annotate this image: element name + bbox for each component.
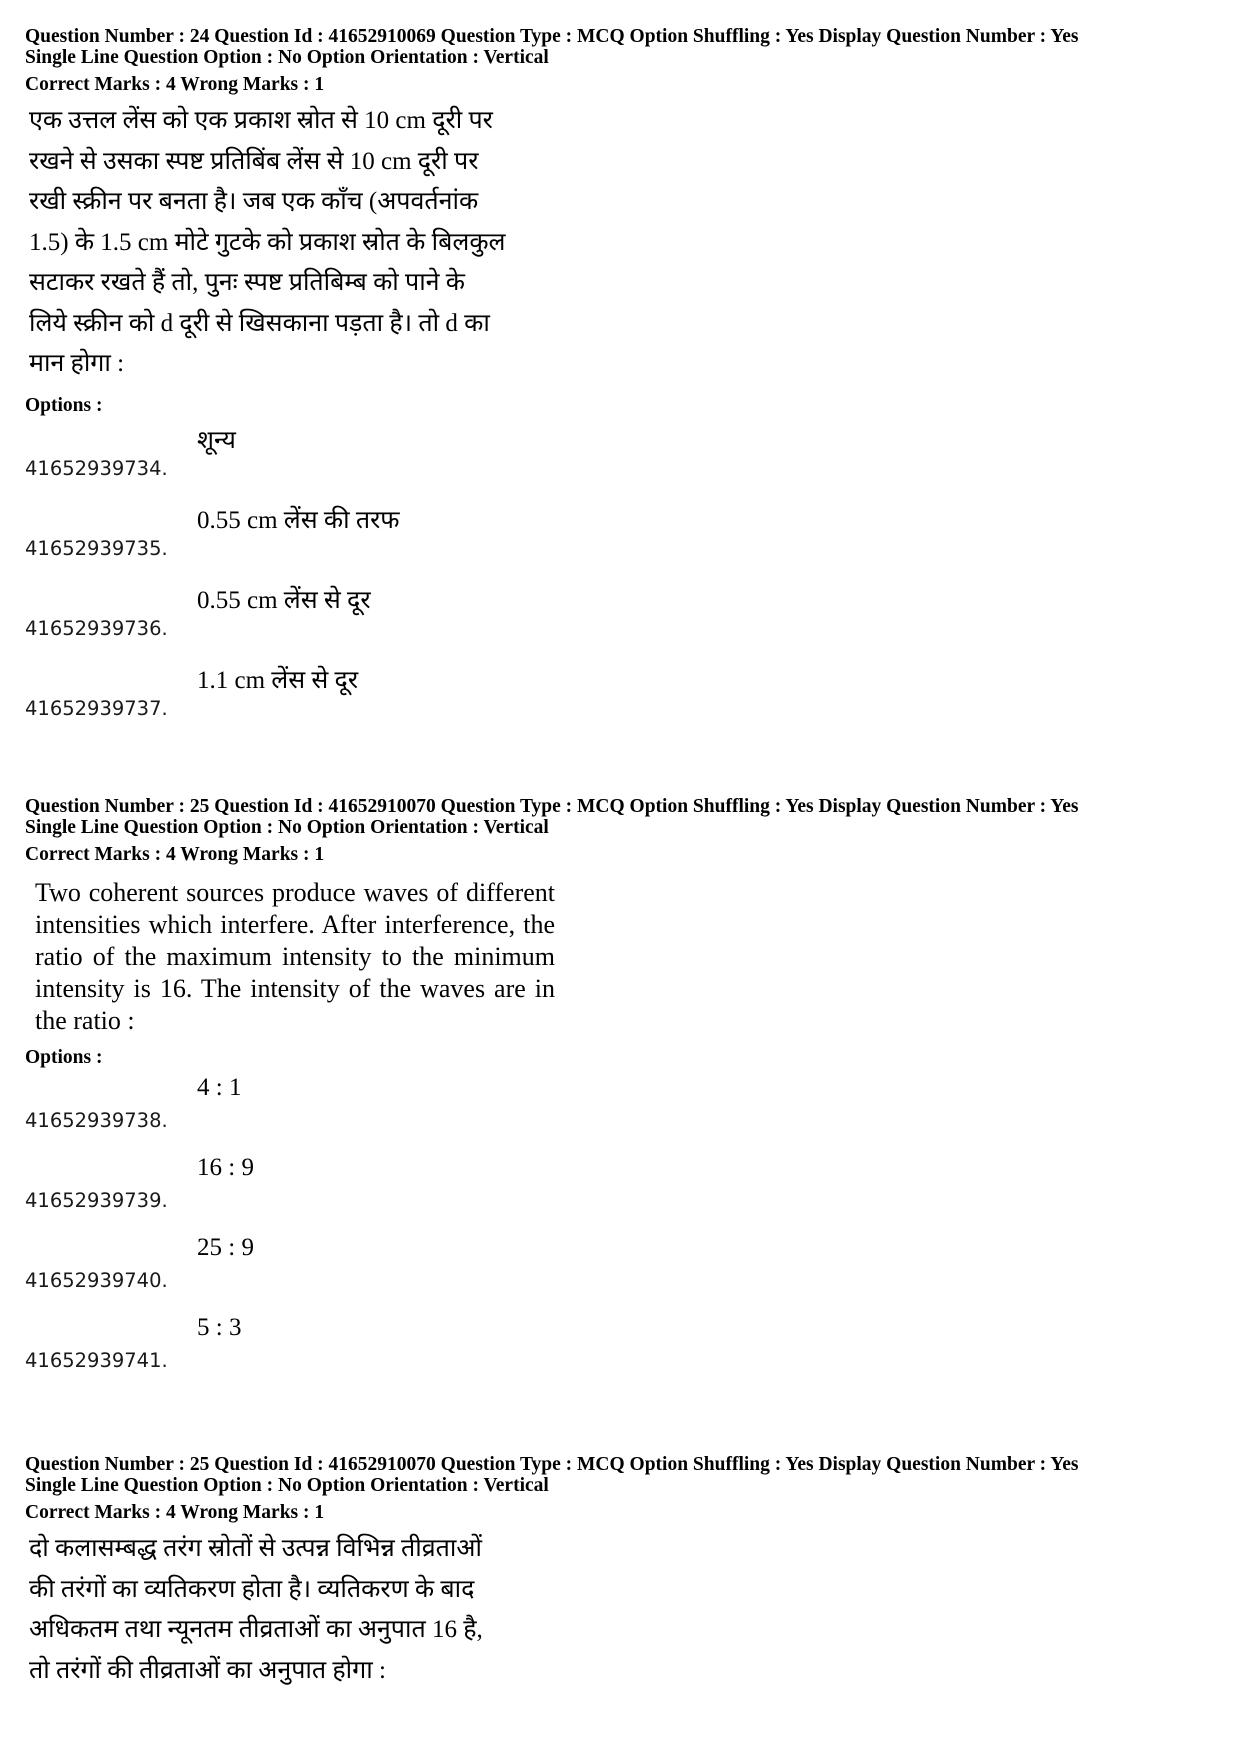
option-text: 0.55 cm लेंस से दूर — [197, 586, 371, 614]
question-meta-line2: Single Line Question Option : No Option Orientation : Vertical — [25, 1475, 549, 1496]
question-marks: Correct Marks : 4 Wrong Marks : 1 — [25, 844, 325, 865]
question-meta-line2: Single Line Question Option : No Option Orientation : Vertical — [25, 817, 549, 838]
question-block-25-english — [25, 796, 1215, 1388]
question-text: दो कलासम्बद्ध तरंग स्रोतों से उत्पन्न विभिन्न तीव्रताओं की तरंगों का व्यतिकरण होता है। व्यतिकरण के बाद अधिकतम तथा न्यूनतम तीव्रताओं का अनुपात 16 है, तो तरंगों की तीव्रताओं का अनुपात होगा : — [29, 1535, 483, 1684]
question-block-25-hindi — [25, 1454, 1215, 1691]
option-text: 5 : 3 — [197, 1314, 242, 1341]
options-label: Options : — [25, 394, 103, 416]
question-marks: Correct Marks : 4 Wrong Marks : 1 — [25, 1502, 325, 1523]
question-text: एक उत्तल लेंस को एक प्रकाश स्रोत से 10 cm दूरी पर रखने से उसका स्पष्ट प्रतिबिंब लेंस से 10 cm दूरी पर रखी स्क्रीन पर बनता है। जब एक काँच (अपवर्तनांक 1.5) के 1.5 cm मोटे गुटके को प्रकाश स्रोत के बिलकुल सटाकर रखते हैं तो, पुनः स्पष्ट प्रतिबिम्ब को पाने के लिये स्क्रीन को d दूरी से खिसकाना पड़ता है। तो d का मान होगा : — [29, 107, 506, 377]
option-text: 25 : 9 — [197, 1234, 254, 1261]
question-meta-line1: Question Number : 24 Question Id : 41652910069 Question Type : MCQ Option Shuffling : Yes Display Question Number : Yes — [25, 26, 1079, 47]
question-text: Two coherent sources produce waves of different intensities which interfere. After interference, the ratio of the maximum intensity to the minimum intensity is 16. The intensity of the waves are in the ratio : — [35, 878, 555, 1035]
option-id: 41652939735. — [25, 536, 168, 560]
option-id: 41652939737. — [25, 696, 168, 720]
option-item[interactable] — [25, 496, 1215, 576]
option-text: शून्य — [197, 426, 236, 454]
question-meta-line1: Question Number : 25 Question Id : 41652910070 Question Type : MCQ Option Shuffling : Yes Display Question Number : Yes — [25, 1454, 1079, 1475]
option-text: 16 : 9 — [197, 1154, 254, 1181]
option-item[interactable] — [25, 416, 1215, 496]
options-label: Options : — [25, 1047, 103, 1068]
option-item[interactable] — [25, 576, 1215, 656]
option-item[interactable] — [25, 1308, 1215, 1388]
option-item[interactable] — [25, 1228, 1215, 1308]
question-meta-line2: Single Line Question Option : No Option Orientation : Vertical — [25, 47, 549, 68]
option-text: 1.1 cm लेंस से दूर — [197, 666, 359, 694]
option-id: 41652939741. — [25, 1349, 168, 1372]
question-meta-line1: Question Number : 25 Question Id : 41652910070 Question Type : MCQ Option Shuffling : Yes Display Question Number : Yes — [25, 796, 1079, 817]
option-text: 0.55 cm लेंस की तरफ — [197, 506, 400, 534]
option-id: 41652939736. — [25, 616, 168, 640]
option-id: 41652939734. — [25, 456, 168, 480]
option-id: 41652939738. — [25, 1109, 168, 1132]
option-text: 4 : 1 — [197, 1074, 242, 1101]
option-item[interactable] — [25, 1068, 1215, 1148]
option-item[interactable] — [25, 1148, 1215, 1228]
question-block-24 — [25, 26, 1215, 736]
option-id: 41652939740. — [25, 1269, 168, 1292]
option-item[interactable] — [25, 656, 1215, 736]
question-marks: Correct Marks : 4 Wrong Marks : 1 — [25, 74, 325, 95]
option-id: 41652939739. — [25, 1189, 168, 1212]
